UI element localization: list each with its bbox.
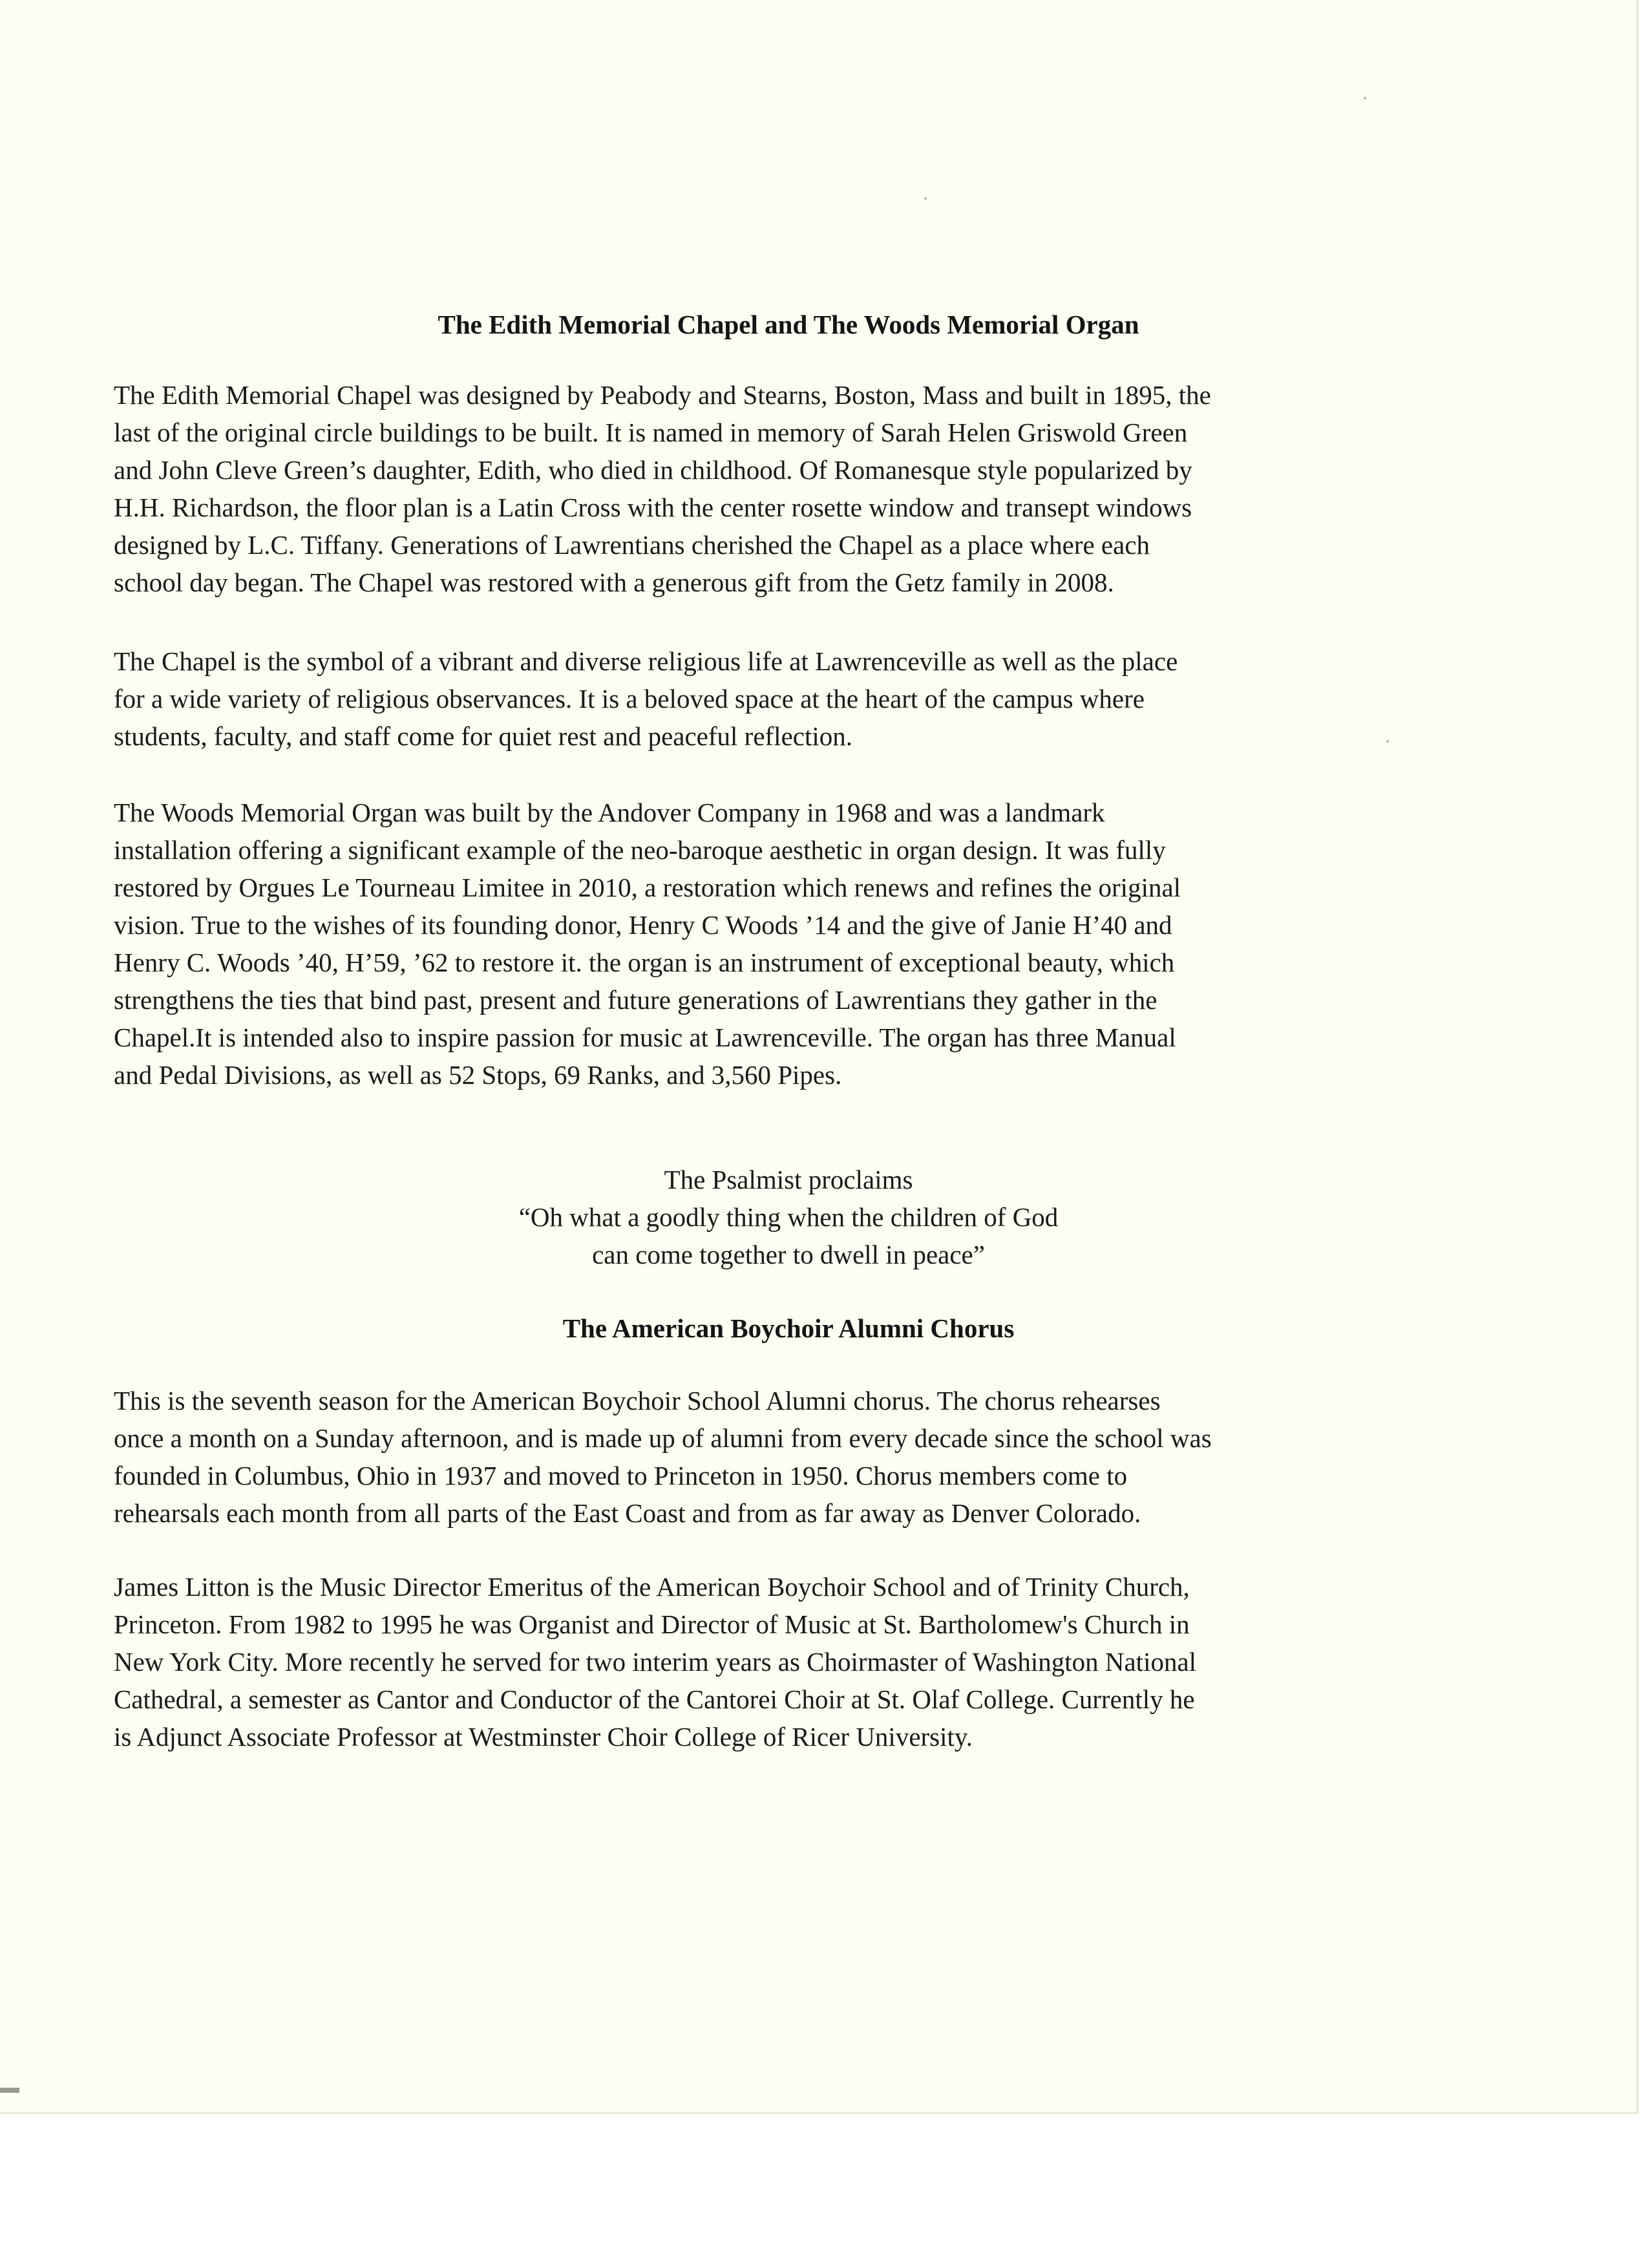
text-line: New York City. More recently he served for two interim years as Choirmaster of Washington National [114, 1647, 1197, 1677]
scan-speck [1364, 97, 1366, 100]
text-line: The Woods Memorial Organ was built by the Andover Company in 1968 and was a landmark [114, 798, 1105, 827]
text-line: school day began. The Chapel was restored with a generous gift from the Getz family in 2008. [114, 567, 1114, 597]
section-heading-chorus: The American Boychoir Alumni Chorus [562, 1313, 1015, 1343]
paragraph-chapel-symbol [114, 642, 1471, 755]
text-line: is Adjunct Associate Professor at Westminster Choir College of Ricer University. [114, 1722, 973, 1752]
text-line: The Chapel is the symbol of a vibrant and diverse religious life at Lawrenceville as well as the place [114, 646, 1178, 676]
text-line: strengthens the ties that bind past, present and future generations of Lawrentians they gather in the [114, 985, 1157, 1015]
text-line: for a wide variety of religious observances. It is a beloved space at the heart of the campus where [114, 684, 1145, 714]
quote-line: can come together to dwell in peace” [592, 1240, 985, 1269]
document-title: The Edith Memorial Chapel and The Woods Memorial Organ [438, 310, 1139, 339]
text-line: Princeton. From 1982 to 1995 he was Organist and Director of Music at St. Bartholomew's Church in [114, 1609, 1190, 1639]
text-line: The Edith Memorial Chapel was designed by Peabody and Stearns, Boston, Mass and built in 1895, the [114, 380, 1211, 410]
text-line: H.H. Richardson, the floor plan is a Latin Cross with the center rosette window and transept windows [114, 493, 1192, 522]
text-line: Cathedral, a semester as Cantor and Conductor of the Cantorei Choir at St. Olaf College. Currently he [114, 1684, 1195, 1714]
text-line: installation offering a significant example of the neo-baroque aesthetic in organ design. It was fully [114, 835, 1166, 865]
scan-edge-mark [0, 2088, 19, 2093]
text-line: Henry C. Woods ’40, H’59, ’62 to restore it. the organ is an instrument of exceptional beauty, which [114, 948, 1175, 977]
text-line: Chapel.It is intended also to inspire passion for music at Lawrenceville. The organ has three Manual [114, 1023, 1176, 1052]
text-line: last of the original circle buildings to be built. It is named in memory of Sarah Helen Griswold Green [114, 418, 1188, 447]
text-line: vision. True to the wishes of its founding donor, Henry C Woods ’14 and the give of Janie H’40 and [114, 910, 1172, 940]
paragraph-chorus-season [114, 1382, 1471, 1532]
paragraph-chapel-history [114, 376, 1471, 601]
text-line: and Pedal Divisions, as well as 52 Stops, 69 Ranks, and 3,560 Pipes. [114, 1060, 842, 1090]
text-line: James Litton is the Music Director Emeritus of the American Boychoir School and of Trinity Church, [114, 1572, 1190, 1602]
text-line: and John Cleve Green’s daughter, Edith, who died in childhood. Of Romanesque style popularized by [114, 455, 1192, 485]
scan-speck [924, 197, 927, 200]
text-line: once a month on a Sunday afternoon, and is made up of alumni from every decade since the school was [114, 1423, 1212, 1453]
quote-line: The Psalmist proclaims [664, 1165, 913, 1194]
text-line: This is the seventh season for the American Boychoir School Alumni chorus. The chorus rehearses [114, 1386, 1161, 1415]
text-line: founded in Columbus, Ohio in 1937 and moved to Princeton in 1950. Chorus members come to [114, 1461, 1128, 1490]
text-line: students, faculty, and staff come for quiet rest and peaceful reflection. [114, 721, 852, 751]
psalm-quote [0, 1161, 1577, 1273]
text-line: restored by Orgues Le Tourneau Limitee in 2010, a restoration which renews and refines the original [114, 873, 1181, 902]
text-line: rehearsals each month from all parts of the East Coast and from as far away as Denver Colorado. [114, 1498, 1141, 1528]
text-line: designed by L.C. Tiffany. Generations of Lawrentians cherished the Chapel as a place where each [114, 530, 1150, 560]
paragraph-james-litton [114, 1568, 1471, 1755]
quote-line: “Oh what a goodly thing when the children of God [518, 1202, 1059, 1232]
paragraph-woods-organ [114, 794, 1471, 1094]
